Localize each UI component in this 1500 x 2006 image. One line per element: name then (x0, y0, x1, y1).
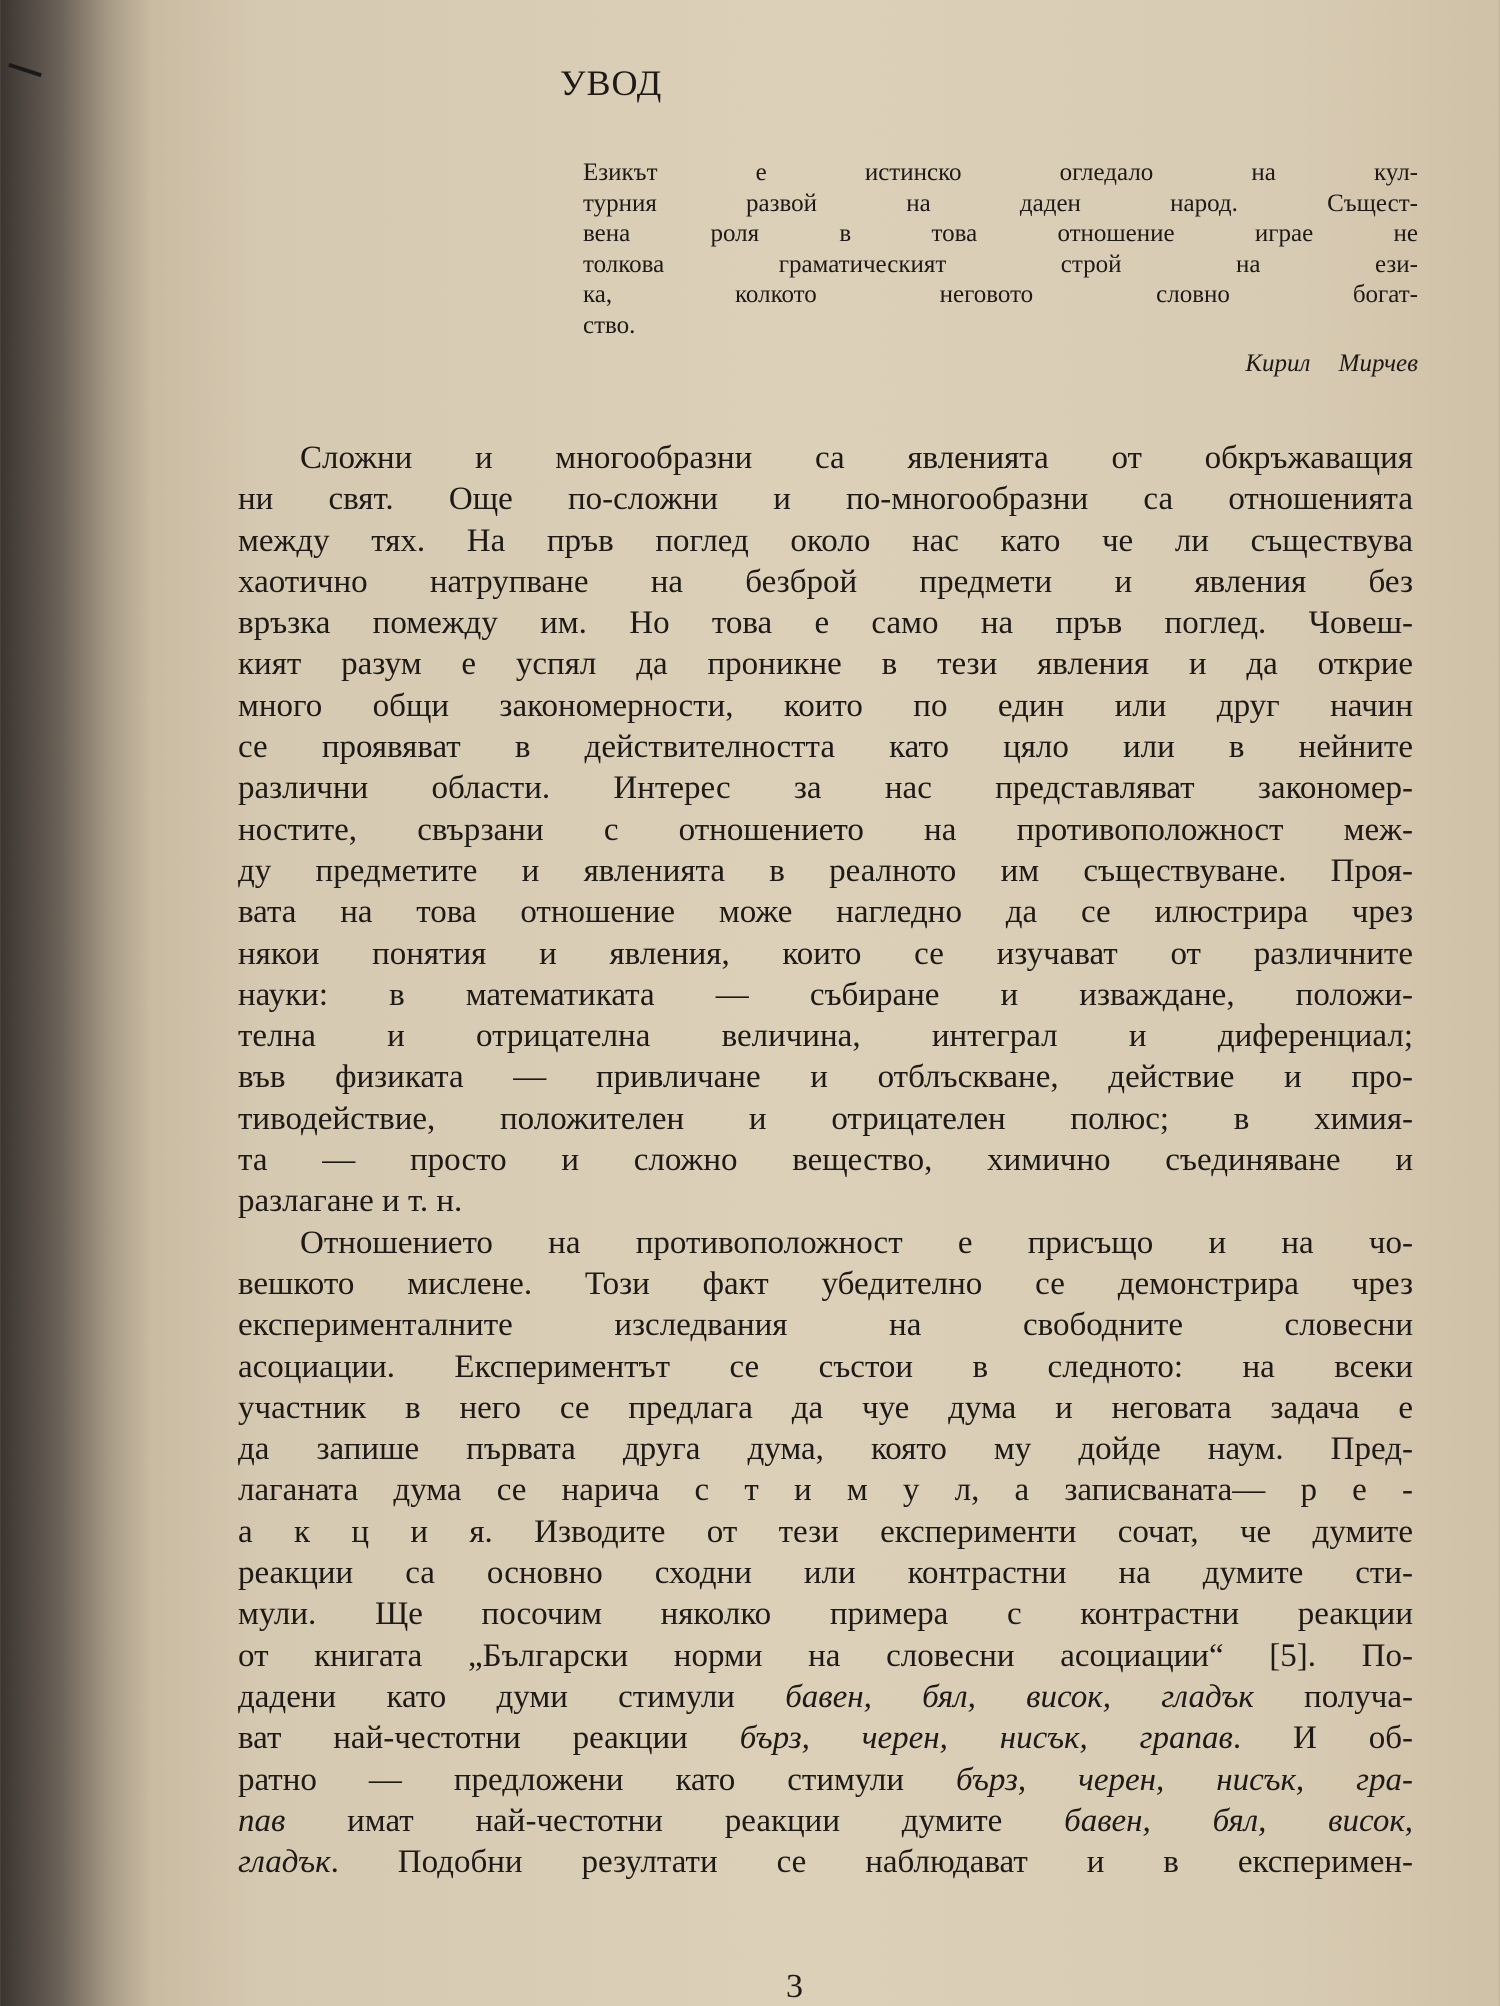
text-line (238, 1636, 1413, 1677)
italic-text: бърз, черен, нисък, гра- (956, 1761, 1413, 1798)
page-number: 3 (786, 1968, 803, 2005)
text-line (238, 686, 1413, 727)
text-line (238, 562, 1413, 603)
text-segment: да запише първата друга дума, която му дойде наум. Пред- (238, 1431, 1413, 1468)
text-line (238, 1429, 1413, 1470)
epigraph-line: ка, колкото неговото словно богат- (583, 281, 1418, 308)
text-segment: реакции са основно сходни или контрастни на думите сти- (238, 1555, 1413, 1592)
text-line (238, 934, 1413, 975)
text-segment: ни свят. Още по-сложни и по-многообразни са отношенията (238, 481, 1413, 518)
text-line (238, 892, 1413, 933)
epigraph-line: толкова граматическият строй на ези- (583, 250, 1418, 278)
text-line (238, 1305, 1413, 1346)
text-line (238, 1553, 1413, 1594)
body-text (238, 438, 1413, 1883)
epigraph (583, 158, 1418, 341)
text-segment: науки: в математиката — събиране и изваждане, положи- (238, 976, 1413, 1013)
epigraph-line: ство. (583, 311, 636, 339)
italic-text: пав (238, 1802, 286, 1839)
text-line (238, 1760, 1413, 1801)
text-line (238, 1388, 1413, 1429)
text-segment: някои понятия и явления, които се изучават от различните (238, 935, 1413, 972)
text-line (238, 1842, 1413, 1883)
text-segment: много общи закономерности, които по един или друг начин (238, 687, 1413, 724)
text-line (238, 479, 1413, 520)
epigraph-line: турния развой на даден народ. Същест- (583, 189, 1418, 217)
text-line (238, 1181, 1413, 1222)
text-segment: във физиката — привличане и отблъскване, действие и про- (238, 1059, 1413, 1096)
text-segment: връзка помежду им. Но това е само на пръв поглед. Човеш- (238, 605, 1413, 642)
text-segment: различни области. Интерес за нас представляват закономер- (238, 770, 1413, 807)
text-line (238, 1718, 1413, 1759)
text-segment: ду предметите и явленията в реалното им съществуване. Проя- (238, 852, 1413, 889)
text-segment: хаотично натрупване на безброй предмети и явления без (238, 563, 1413, 600)
text-segment: тиводействие, положителен и отрицателен полюс; в химия- (238, 1100, 1413, 1137)
text-line (238, 1264, 1413, 1305)
text-segment: лаганата дума се нарича с т и м у л, а записваната— р е - (238, 1472, 1413, 1509)
text-segment: вешкото мислене. Този факт убедително се демонстрира чрез (238, 1265, 1413, 1302)
text-segment: имат най-честотни реакции думите (285, 1802, 1065, 1839)
text-segment: експерименталните изследвания на свободните словесни (238, 1307, 1413, 1344)
text-segment: Сложни и многообразни са явленията от обкръжаващия (300, 440, 1413, 476)
text-segment: се проявяват в действителността като цяло или в нейните (238, 729, 1413, 766)
italic-text: бавен, бял, висок, гладък (785, 1678, 1254, 1715)
text-line (238, 1057, 1413, 1098)
text-line (238, 727, 1413, 768)
margin-mark (8, 63, 42, 77)
text-segment: вата на това отношение може нагледно да се илюстрира чрез (238, 894, 1413, 931)
text-line (238, 521, 1413, 562)
text-segment: кият разум е успял да проникне в тези явления и да открие (238, 646, 1413, 683)
text-line (238, 1223, 1413, 1264)
text-line (238, 851, 1413, 892)
text-line (238, 1347, 1413, 1388)
text-segment: разлагане и т. н. (238, 1183, 463, 1220)
text-segment: мули. Ще посочим няколко примера с контрастни реакции (238, 1596, 1413, 1633)
epigraph-line: Езикът е истинско огледало на кул- (583, 159, 1418, 186)
text-line (238, 810, 1413, 851)
text-segment: . И об- (1232, 1720, 1413, 1757)
text-line (238, 975, 1413, 1016)
text-line (238, 1594, 1413, 1635)
text-segment: Отношението на противоположност е присъщо и на чо- (300, 1224, 1413, 1261)
text-segment: телна и отрицателна величина, интеграл и диференциал; (238, 1018, 1413, 1055)
text-line (238, 438, 1413, 479)
text-segment: ват най-честотни реакции (238, 1720, 740, 1757)
chapter-title: УВОД (560, 63, 663, 103)
text-segment: между тях. На пръв поглед около нас като че ли съществува (238, 522, 1413, 559)
text-line (238, 1016, 1413, 1057)
italic-text: бърз, черен, нисък, грапав (739, 1720, 1233, 1757)
italic-text: бавен, бял, висок, (1064, 1802, 1414, 1839)
text-line (238, 603, 1413, 644)
text-segment: участник в него се предлага да чуе дума и неговата задача е (238, 1389, 1413, 1426)
text-line (238, 1470, 1413, 1511)
text-segment: та — просто и сложно вещество, химично съединяване и (238, 1142, 1413, 1179)
text-segment: получа- (1253, 1678, 1413, 1715)
text-line (238, 1512, 1413, 1553)
text-segment: ратно — предложени като стимули (238, 1761, 957, 1798)
text-segment: ностите, свързани с отношението на противоположност меж- (238, 811, 1413, 848)
text-segment: . Подобни резултати се наблюдават и в експеримен- (330, 1844, 1413, 1881)
text-line (238, 1140, 1413, 1181)
epigraph-author: Кирил Мирчев (1245, 350, 1418, 377)
text-line (238, 1801, 1413, 1842)
epigraph-line: вена роля в това отношение играе не (583, 220, 1418, 247)
text-line (238, 768, 1413, 809)
text-line (238, 1099, 1413, 1140)
text-segment: дадени като думи стимули (238, 1678, 786, 1715)
text-segment: от книгата „Български норми на словесни асоциации“ [5]. По- (238, 1637, 1413, 1674)
text-segment: асоциации. Експериментът се състои в следното: на всеки (238, 1348, 1413, 1385)
italic-text: гладък (238, 1844, 331, 1881)
text-line (238, 644, 1413, 685)
text-segment: а к ц и я. Изводите от тези експерименти сочат, че думите (238, 1513, 1413, 1550)
text-line (238, 1677, 1413, 1718)
